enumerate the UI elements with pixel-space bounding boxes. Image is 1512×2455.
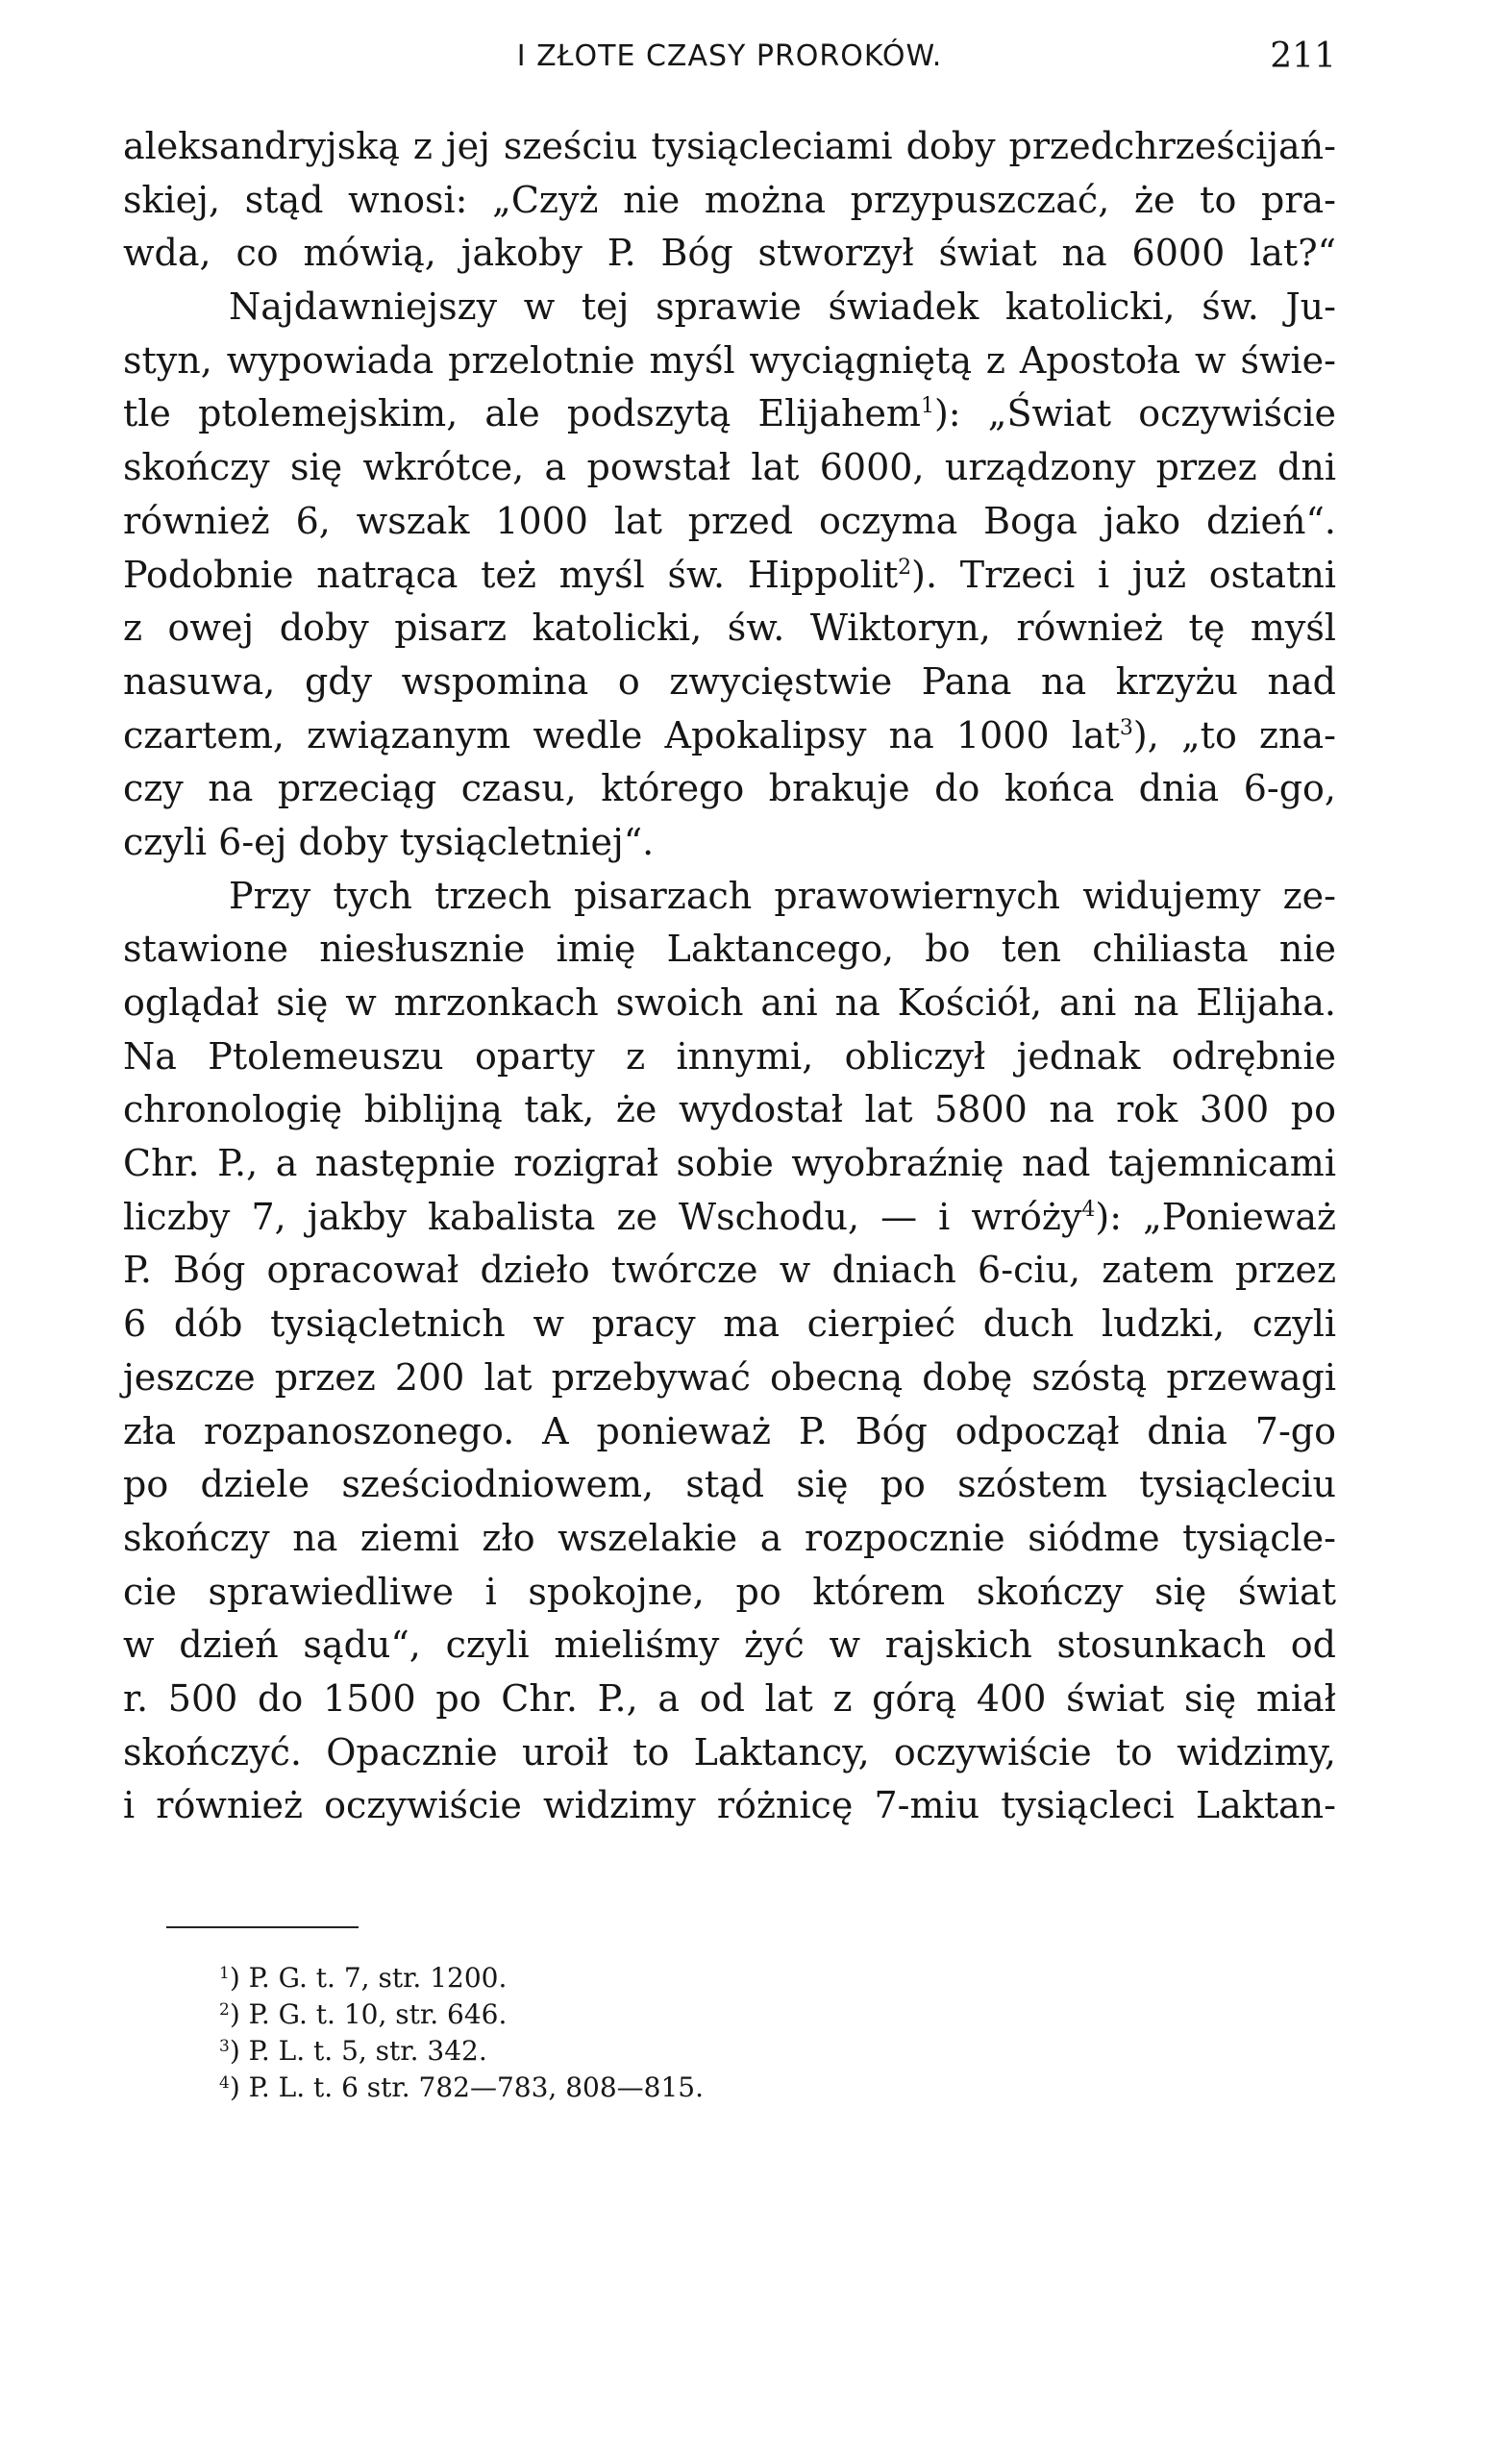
text-line: 6 dób tysiącletnich w pracy ma cierpieć duch ludzki, czyli	[123, 1302, 1336, 1346]
text-line: Najdawniejszy w tej sprawie świadek katolicki, św. Ju-	[229, 285, 1336, 329]
text-line: chronologię biblijną tak, że wydostał lat 5800 na rok 300 po	[123, 1088, 1336, 1131]
text-line: Chr. P., a następnie rozigrał sobie wyobraźnię nad tajemnicami	[123, 1142, 1336, 1185]
footnote-text: ) P. L. t. 5, str. 342.	[229, 2035, 487, 2067]
text-segment: ), „to zna-	[1132, 713, 1336, 756]
text-line: skończy na ziemi zło wszelakie a rozpocznie siódme tysiącle-	[123, 1516, 1336, 1559]
text-line: P. Bóg opracował dzieło twórcze w dniach 6-ciu, zatem przez	[123, 1249, 1336, 1292]
text-line: skończy się wkrótce, a powstał lat 6000, urządzony przez dni	[123, 446, 1336, 489]
text-line: oglądał się w mrzonkach swoich ani na Kościół, ani na Elijaha.	[123, 981, 1336, 1024]
text-line: zła rozpanoszonego. A ponieważ P. Bóg odpoczął dnia 7-go	[123, 1409, 1336, 1452]
footnotes	[219, 1955, 704, 2101]
footnote-mark: 2	[219, 2000, 230, 2020]
footnote	[219, 2065, 704, 2101]
text-line: po dziele sześciodniowem, stąd się po szóstem tysiącleciu	[123, 1463, 1336, 1506]
footnote	[219, 1955, 704, 1992]
text-segment: tle ptolemejskim, ale podszytą Elijahem	[123, 392, 921, 435]
running-title: I ZŁOTE CZASY PROROKÓW.	[516, 39, 943, 73]
text-segment: ): „Świat oczywiście	[933, 392, 1336, 435]
body-text	[123, 120, 1336, 1833]
text-line: stawione niesłusznie imię Laktancego, bo ten chiliasta nie	[123, 928, 1336, 971]
text-line: styn, wypowiada przelotnie myśl wyciągniętą z Apostoła w świe-	[123, 338, 1336, 382]
text-line: Przy tych trzech pisarzach prawowiernych widujemy ze-	[229, 874, 1336, 917]
footnote-ref: 2	[898, 555, 912, 580]
footnote-ref: 1	[920, 394, 934, 419]
footnote-mark: 4	[219, 2073, 230, 2093]
text-line: i również oczywiście widzimy różnicę 7-miu tysiącleci Laktan-	[123, 1784, 1336, 1827]
footnote-mark: 3	[219, 2037, 230, 2056]
text-segment: ). Trzeci i już ostatni	[911, 553, 1336, 596]
text-line: aleksandryjską z jej sześciu tysiącleciami doby przedchrześcijań-	[123, 125, 1336, 167]
text-line	[123, 709, 1336, 763]
text-segment: Podobnie natrąca też myśl św. Hippolit	[123, 553, 899, 596]
text-line	[123, 1191, 1336, 1245]
text-line: również 6, wszak 1000 lat przed oczyma Boga jako dzień“.	[123, 499, 1336, 542]
text-line: czyli 6-ej doby tysiącletniej“.	[123, 820, 655, 863]
text-line: w dzień sądu“, czyli mieliśmy żyć w rajskich stosunkach od	[123, 1624, 1336, 1667]
text-line: nasuwa, gdy wspomina o zwycięstwie Pana na krzyżu nad	[123, 659, 1336, 703]
text-line	[123, 387, 1336, 441]
footnote-text: ) P. G. t. 7, str. 1200.	[229, 1962, 508, 1994]
running-head	[123, 33, 1336, 81]
text-line: cie sprawiedliwe i spokojne, po którem skończy się świat	[123, 1570, 1336, 1613]
text-line: Na Ptolemeuszu oparty z innymi, obliczył jednak odrębnie	[123, 1034, 1336, 1078]
text-segment: czartem, związanym wedle Apokalipsy na 1000 lat	[123, 713, 1120, 756]
footnote-ref: 4	[1081, 1197, 1096, 1222]
text-line: wda, co mówią, jakoby P. Bóg stworzył świat na 6000 lat?“	[123, 232, 1336, 275]
text-line: czy na przeciąg czasu, którego brakuje do końca dnia 6-go,	[123, 767, 1336, 810]
text-segment: liczby 7, jakby kabalista ze Wschodu, — i wróży	[123, 1195, 1082, 1238]
footnote-ref: 3	[1119, 715, 1133, 740]
text-line: jeszcze przez 200 lat przebywać obecną dobę szóstą przewagi	[123, 1355, 1336, 1399]
footnote-text: ) P. G. t. 10, str. 646.	[229, 1998, 508, 2030]
footnote-divider	[166, 1926, 359, 1928]
text-line: z owej doby pisarz katolicki, św. Wiktoryn, również tę myśl	[123, 607, 1336, 650]
footnote-text: ) P. L. t. 6 str. 782—783, 808—815.	[229, 2071, 704, 2103]
text-line: skończyć. Opacznie uroił to Laktancy, oczywiście to widzimy,	[123, 1730, 1336, 1773]
text-line	[123, 549, 1336, 603]
footnote	[219, 1992, 704, 2028]
footnote	[219, 2028, 704, 2065]
text-line: skiej, stąd wnosi: „Czyż nie można przypuszczać, że to pra-	[123, 178, 1336, 221]
page-number: 211	[1270, 37, 1336, 76]
text-line: r. 500 do 1500 po Chr. P., a od lat z górą 400 świat się miał	[123, 1676, 1336, 1720]
footnote-mark: 1	[219, 1964, 230, 1983]
text-segment: ): „Ponieważ	[1095, 1195, 1336, 1238]
